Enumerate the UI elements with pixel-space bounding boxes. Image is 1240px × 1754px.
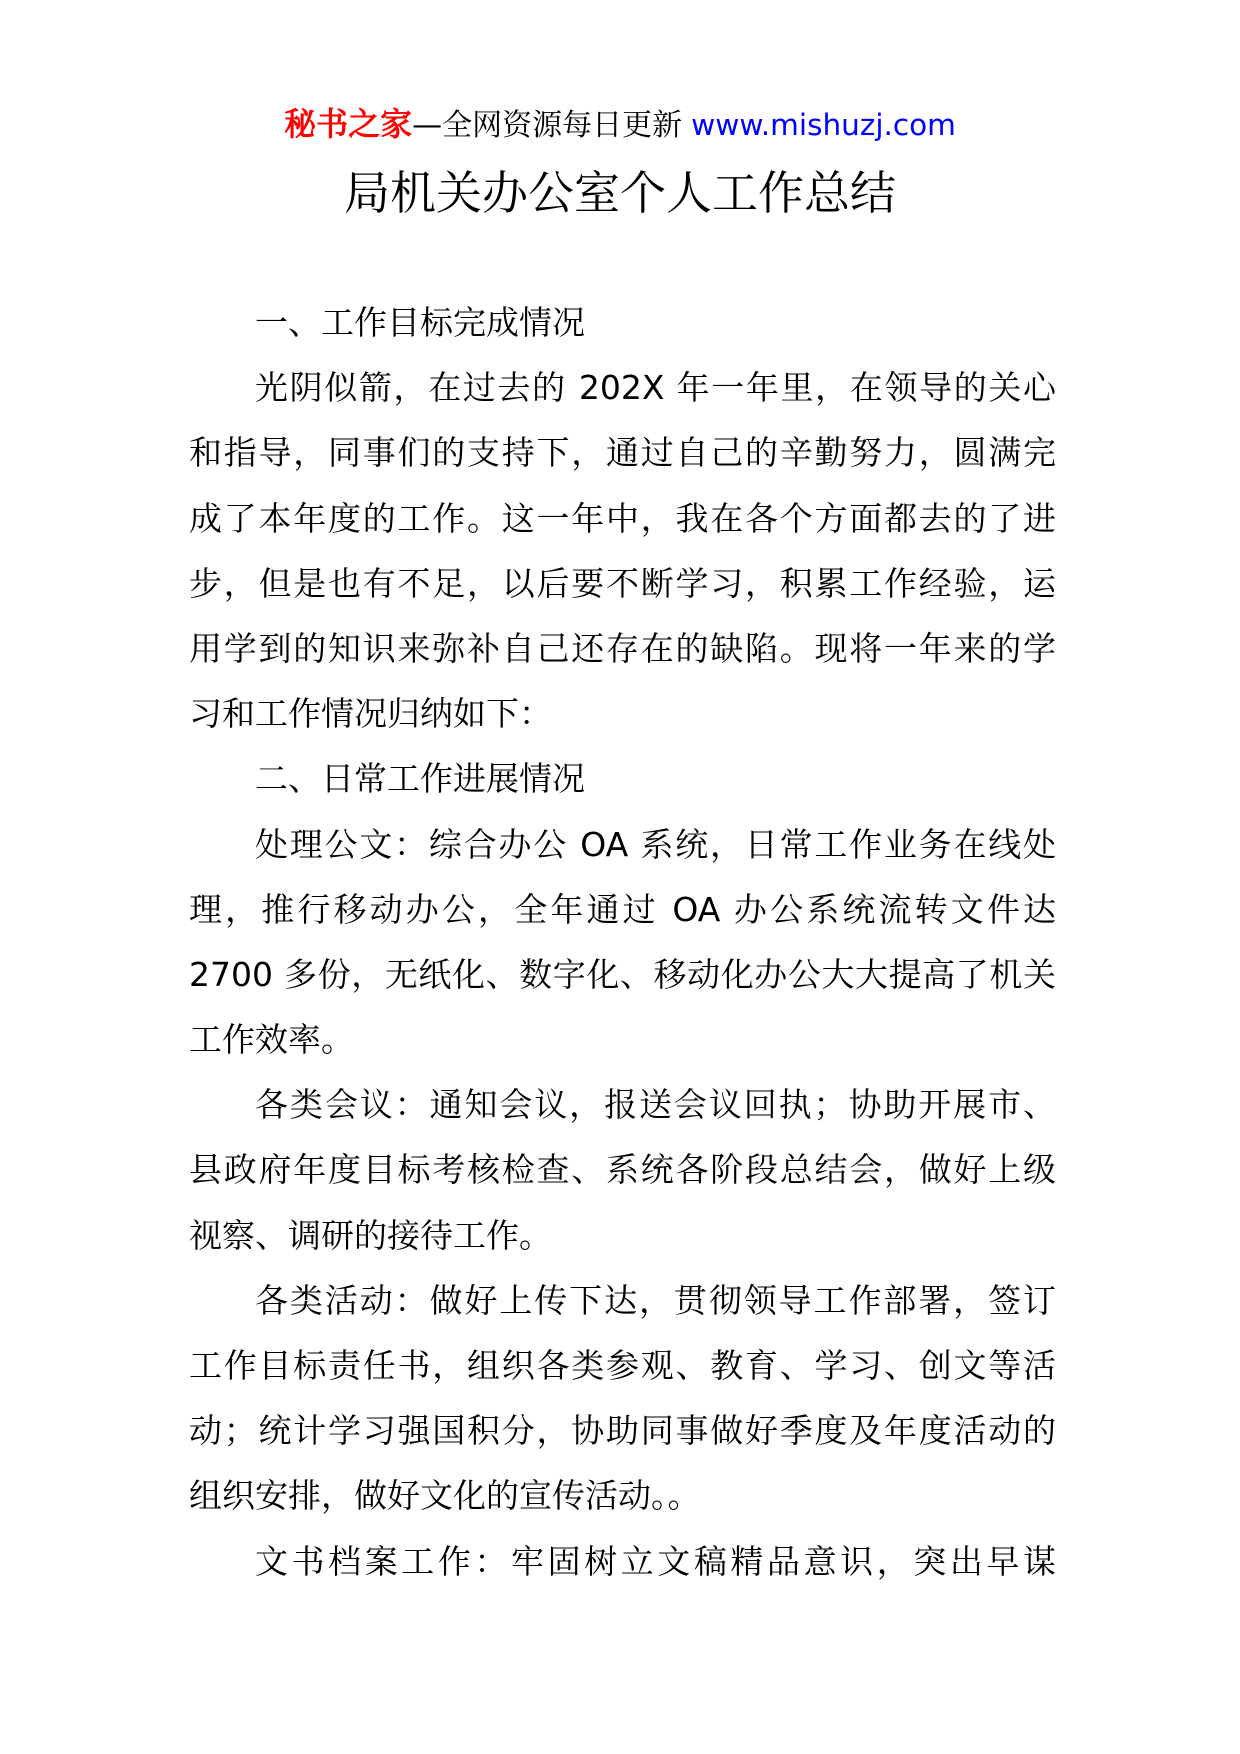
section-heading: 二、日常工作进展情况 [255, 759, 585, 799]
paragraph-line: 光阴似箭，在过去的 202X 年一年里，在领导的关心 [255, 368, 1056, 408]
paragraph-line: 2700 多份，无纸化、数字化、移动化办公大大提高了机关 [189, 954, 1056, 994]
paragraph-line: 步，但是也有不足，以后要不断学习，积累工作经验，运 [189, 563, 1056, 603]
paragraph [189, 812, 1056, 1073]
paragraph-line: 处理公文：综合办公 OA 系统，日常工作业务在线处 [255, 824, 1056, 864]
brand-name: 秘书之家 [284, 105, 413, 143]
paragraph [189, 355, 1056, 746]
paragraph-line: 文书档案工作：牢固树立文稿精品意识，突出早谋 [255, 1541, 1056, 1581]
paragraph-line: 动；统计学习强国积分，协助同事做好季度及年度活动的 [189, 1411, 1056, 1451]
document-body [189, 290, 1056, 1594]
paragraph [189, 1072, 1056, 1268]
paragraph-line: 工作效率。 [189, 1020, 354, 1060]
document-title: 局机关办公室个人工作总结 [344, 166, 896, 220]
paragraph-line: 各类活动：做好上传下达，贯彻领导工作部署，签订 [255, 1280, 1056, 1320]
paragraph [189, 1529, 1056, 1594]
paragraph-line: 县政府年度目标考核检查、系统各阶段总结会，做好上级 [189, 1150, 1056, 1190]
paragraph-line: 视察、调研的接待工作。 [189, 1215, 552, 1255]
paragraph-line: 工作目标责任书，组织各类参观、教育、学习、创文等活 [189, 1346, 1056, 1385]
paragraph-line: 和指导，同事们的支持下，通过自己的辛勤努力，圆满完 [189, 433, 1056, 473]
site-url-link[interactable]: www.mishuzj.com [691, 108, 956, 142]
paragraph [189, 1268, 1056, 1529]
paragraph-line: 用学到的知识来弥补自己还存在的缺陷。现将一年来的学 [189, 628, 1056, 668]
paragraph-line: 习和工作情况归纳如下： [189, 694, 552, 734]
site-tagline: —全网资源每日更新 [412, 108, 683, 143]
paragraph-line: 成了本年度的工作。这一年中，我在各个方面都去的了进 [189, 498, 1056, 538]
site-header [0, 102, 1240, 146]
paragraph-line: 理，推行移动办公，全年通过 OA 办公系统流转文件达 [189, 889, 1056, 929]
paragraph-line: 各类会议：通知会议，报送会议回执；协助开展市、 [255, 1085, 1056, 1125]
paragraph-line: 组织安排，做好文化的宣传活动。。 [189, 1476, 701, 1516]
section-heading: 一、工作目标完成情况 [255, 303, 585, 342]
